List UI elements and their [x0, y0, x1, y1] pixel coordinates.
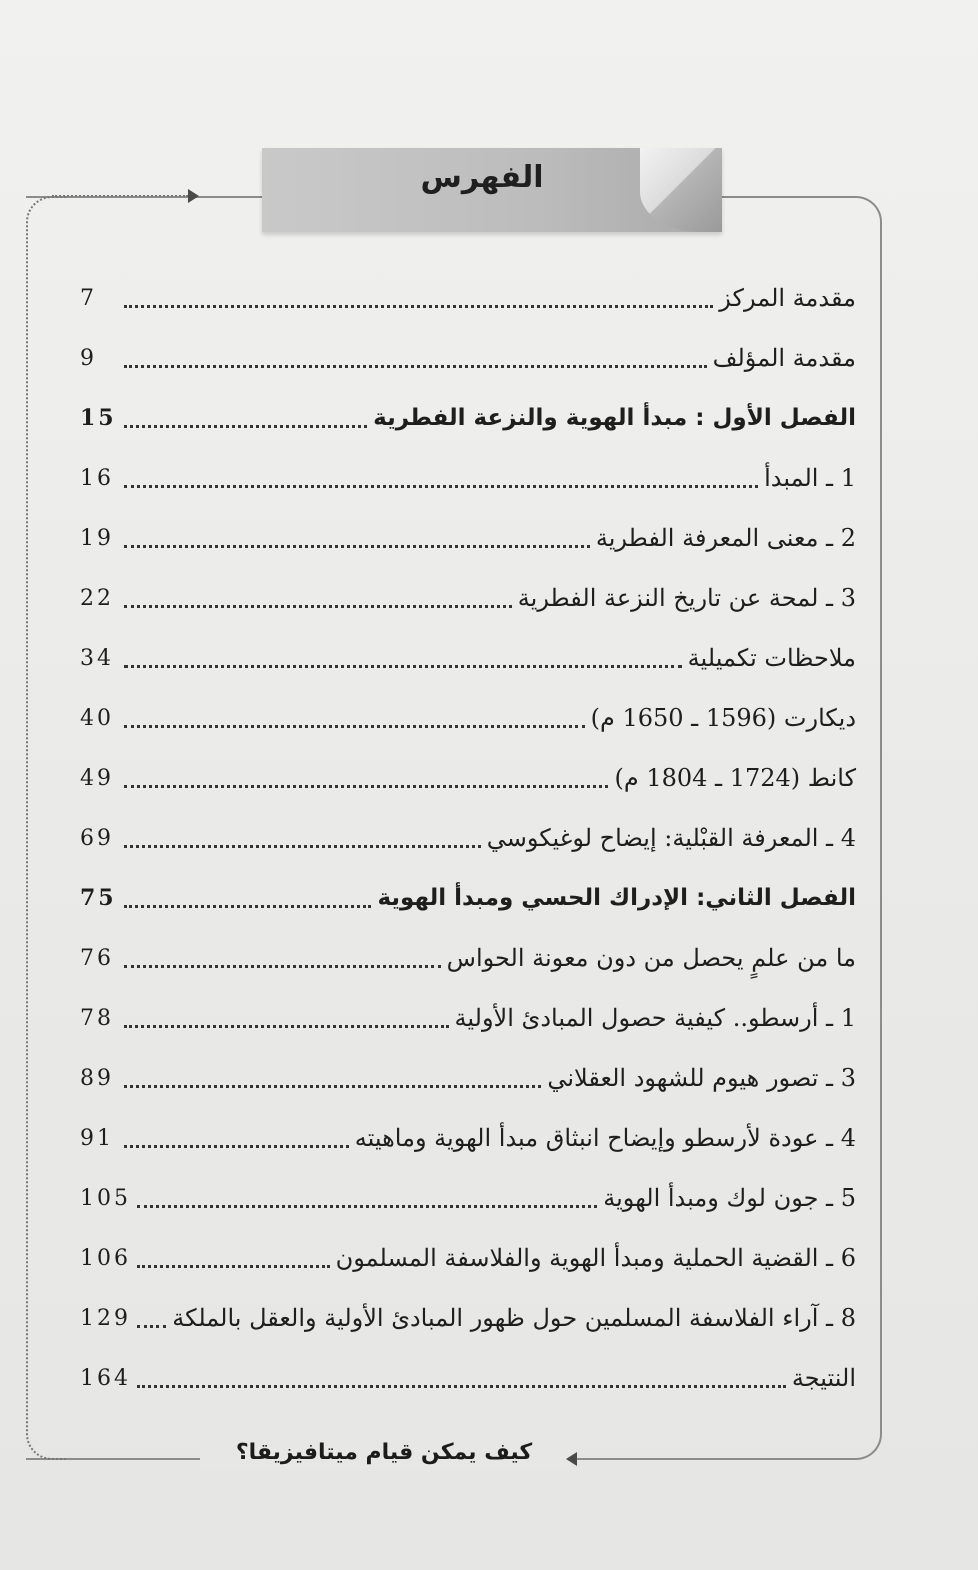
toc-entry-title: 5 ـ جون لوك ومبدأ الهوية	[603, 1184, 856, 1212]
toc-dot-leader	[124, 1085, 541, 1088]
toc-dot-leader	[124, 605, 512, 608]
toc-page-number: 40	[80, 705, 114, 731]
toc-entry	[80, 328, 856, 388]
footer-book-title: كيف يمكن قيام ميتافيزيقا؟	[235, 1440, 533, 1465]
frame-dotted-edge	[26, 196, 66, 1460]
top-dotted-line	[52, 195, 188, 197]
toc-entry-title: الفصل الأول : مبدأ الهوية والنزعة الفطرية	[373, 405, 856, 431]
toc-entry-title: 6 ـ القضية الحملية ومبدأ الهوية والفلاسفة المسلمون	[335, 1244, 856, 1272]
toc-entry	[80, 1288, 856, 1348]
toc-dot-leader	[124, 905, 371, 908]
toc-entry-title: 3 ـ تصور هيوم للشهود العقلاني	[547, 1064, 856, 1092]
toc-entry	[80, 1228, 856, 1288]
toc-page-number: 164	[80, 1365, 131, 1391]
toc-entry-title: 4 ـ عودة لأرسطو وإيضاح انبثاق مبدأ الهوية وماهيته	[354, 1124, 856, 1152]
toc-dot-leader	[124, 1025, 449, 1028]
toc-dot-leader	[137, 1205, 597, 1208]
toc-entry	[80, 808, 856, 868]
toc-entry	[80, 688, 856, 748]
toc-page-number: 22	[80, 585, 114, 611]
toc-entry-title: 2 ـ معنى المعرفة الفطرية	[595, 524, 856, 552]
toc-entry-title: 1 ـ المبدأ	[764, 464, 856, 492]
toc-entry	[80, 868, 856, 928]
toc-page-number: 15	[80, 405, 117, 431]
toc-entry-title: ما من علمٍ يحصل من دون معونة الحواس	[446, 944, 856, 972]
toc-entry	[80, 1168, 856, 1228]
toc-entry-title: 3 ـ لمحة عن تاريخ النزعة الفطرية	[517, 584, 856, 612]
toc-entry-title: كانط (1724 ـ 1804 م)	[614, 764, 856, 792]
toc-page-number: 105	[80, 1185, 131, 1211]
toc-dot-leader	[124, 485, 758, 488]
toc-dot-leader	[124, 425, 367, 428]
arrow-left-icon	[566, 1452, 577, 1466]
toc-dot-leader	[124, 665, 682, 668]
toc-entry	[80, 448, 856, 508]
toc-page-number: 7	[80, 285, 97, 311]
toc-dot-leader	[124, 305, 713, 308]
toc-entry	[80, 1348, 856, 1408]
toc-page-number: 9	[80, 345, 97, 371]
toc-entry	[80, 268, 856, 328]
toc-entry	[80, 628, 856, 688]
toc-page-number: 91	[80, 1125, 114, 1151]
toc-entry	[80, 988, 856, 1048]
toc-entry-title: مقدمة المركز	[719, 284, 856, 312]
toc-page-number: 16	[80, 465, 114, 491]
toc-page-number: 34	[80, 645, 114, 671]
toc-entry	[80, 1048, 856, 1108]
arrow-right-icon	[188, 189, 199, 203]
toc-dot-leader	[137, 1265, 330, 1268]
toc-page-number: 19	[80, 525, 114, 551]
toc-page-number: 76	[80, 945, 114, 971]
toc-entry	[80, 748, 856, 808]
toc-entry	[80, 388, 856, 448]
toc-entry-title: الفصل الثاني: الإدراك الحسي ومبدأ الهوية	[377, 885, 856, 911]
toc-page-number: 129	[80, 1305, 131, 1331]
toc-page-number: 75	[80, 885, 117, 911]
toc-entry-title: ديكارت (1596 ـ 1650 م)	[590, 704, 856, 732]
toc-dot-leader	[124, 785, 608, 788]
toc-dot-leader	[124, 365, 707, 368]
toc-entry-title: مقدمة المؤلف	[712, 344, 856, 372]
page-title: الفهرس	[420, 160, 544, 195]
toc-dot-leader	[124, 1145, 349, 1148]
toc-entry-title: 4 ـ المعرفة القبْلية: إيضاح لوغيكوسي	[486, 824, 856, 852]
toc-entry	[80, 568, 856, 628]
toc-page-number: 78	[80, 1005, 114, 1031]
toc-entry-title: 1 ـ أرسطو.. كيفية حصول المبادئ الأولية	[454, 1004, 856, 1032]
toc-dot-leader	[124, 545, 590, 548]
toc-entry-title: ملاحظات تكميلية	[687, 644, 856, 672]
toc-dot-leader	[124, 725, 585, 728]
toc-page-number: 69	[80, 825, 114, 851]
table-of-contents	[80, 268, 856, 1408]
toc-entry	[80, 928, 856, 988]
toc-entry	[80, 508, 856, 568]
toc-page-number: 106	[80, 1245, 131, 1271]
toc-page-number: 89	[80, 1065, 114, 1091]
toc-dot-leader	[124, 845, 481, 848]
toc-entry	[80, 1108, 856, 1168]
toc-dot-leader	[124, 965, 441, 968]
toc-entry-title: 8 ـ آراء الفلاسفة المسلمين حول ظهور المبادئ الأولية والعقل بالملكة	[172, 1304, 856, 1332]
toc-dot-leader	[137, 1385, 786, 1388]
toc-entry-title: النتيجة	[791, 1364, 856, 1392]
toc-dot-leader	[137, 1325, 166, 1328]
toc-page-number: 49	[80, 765, 114, 791]
